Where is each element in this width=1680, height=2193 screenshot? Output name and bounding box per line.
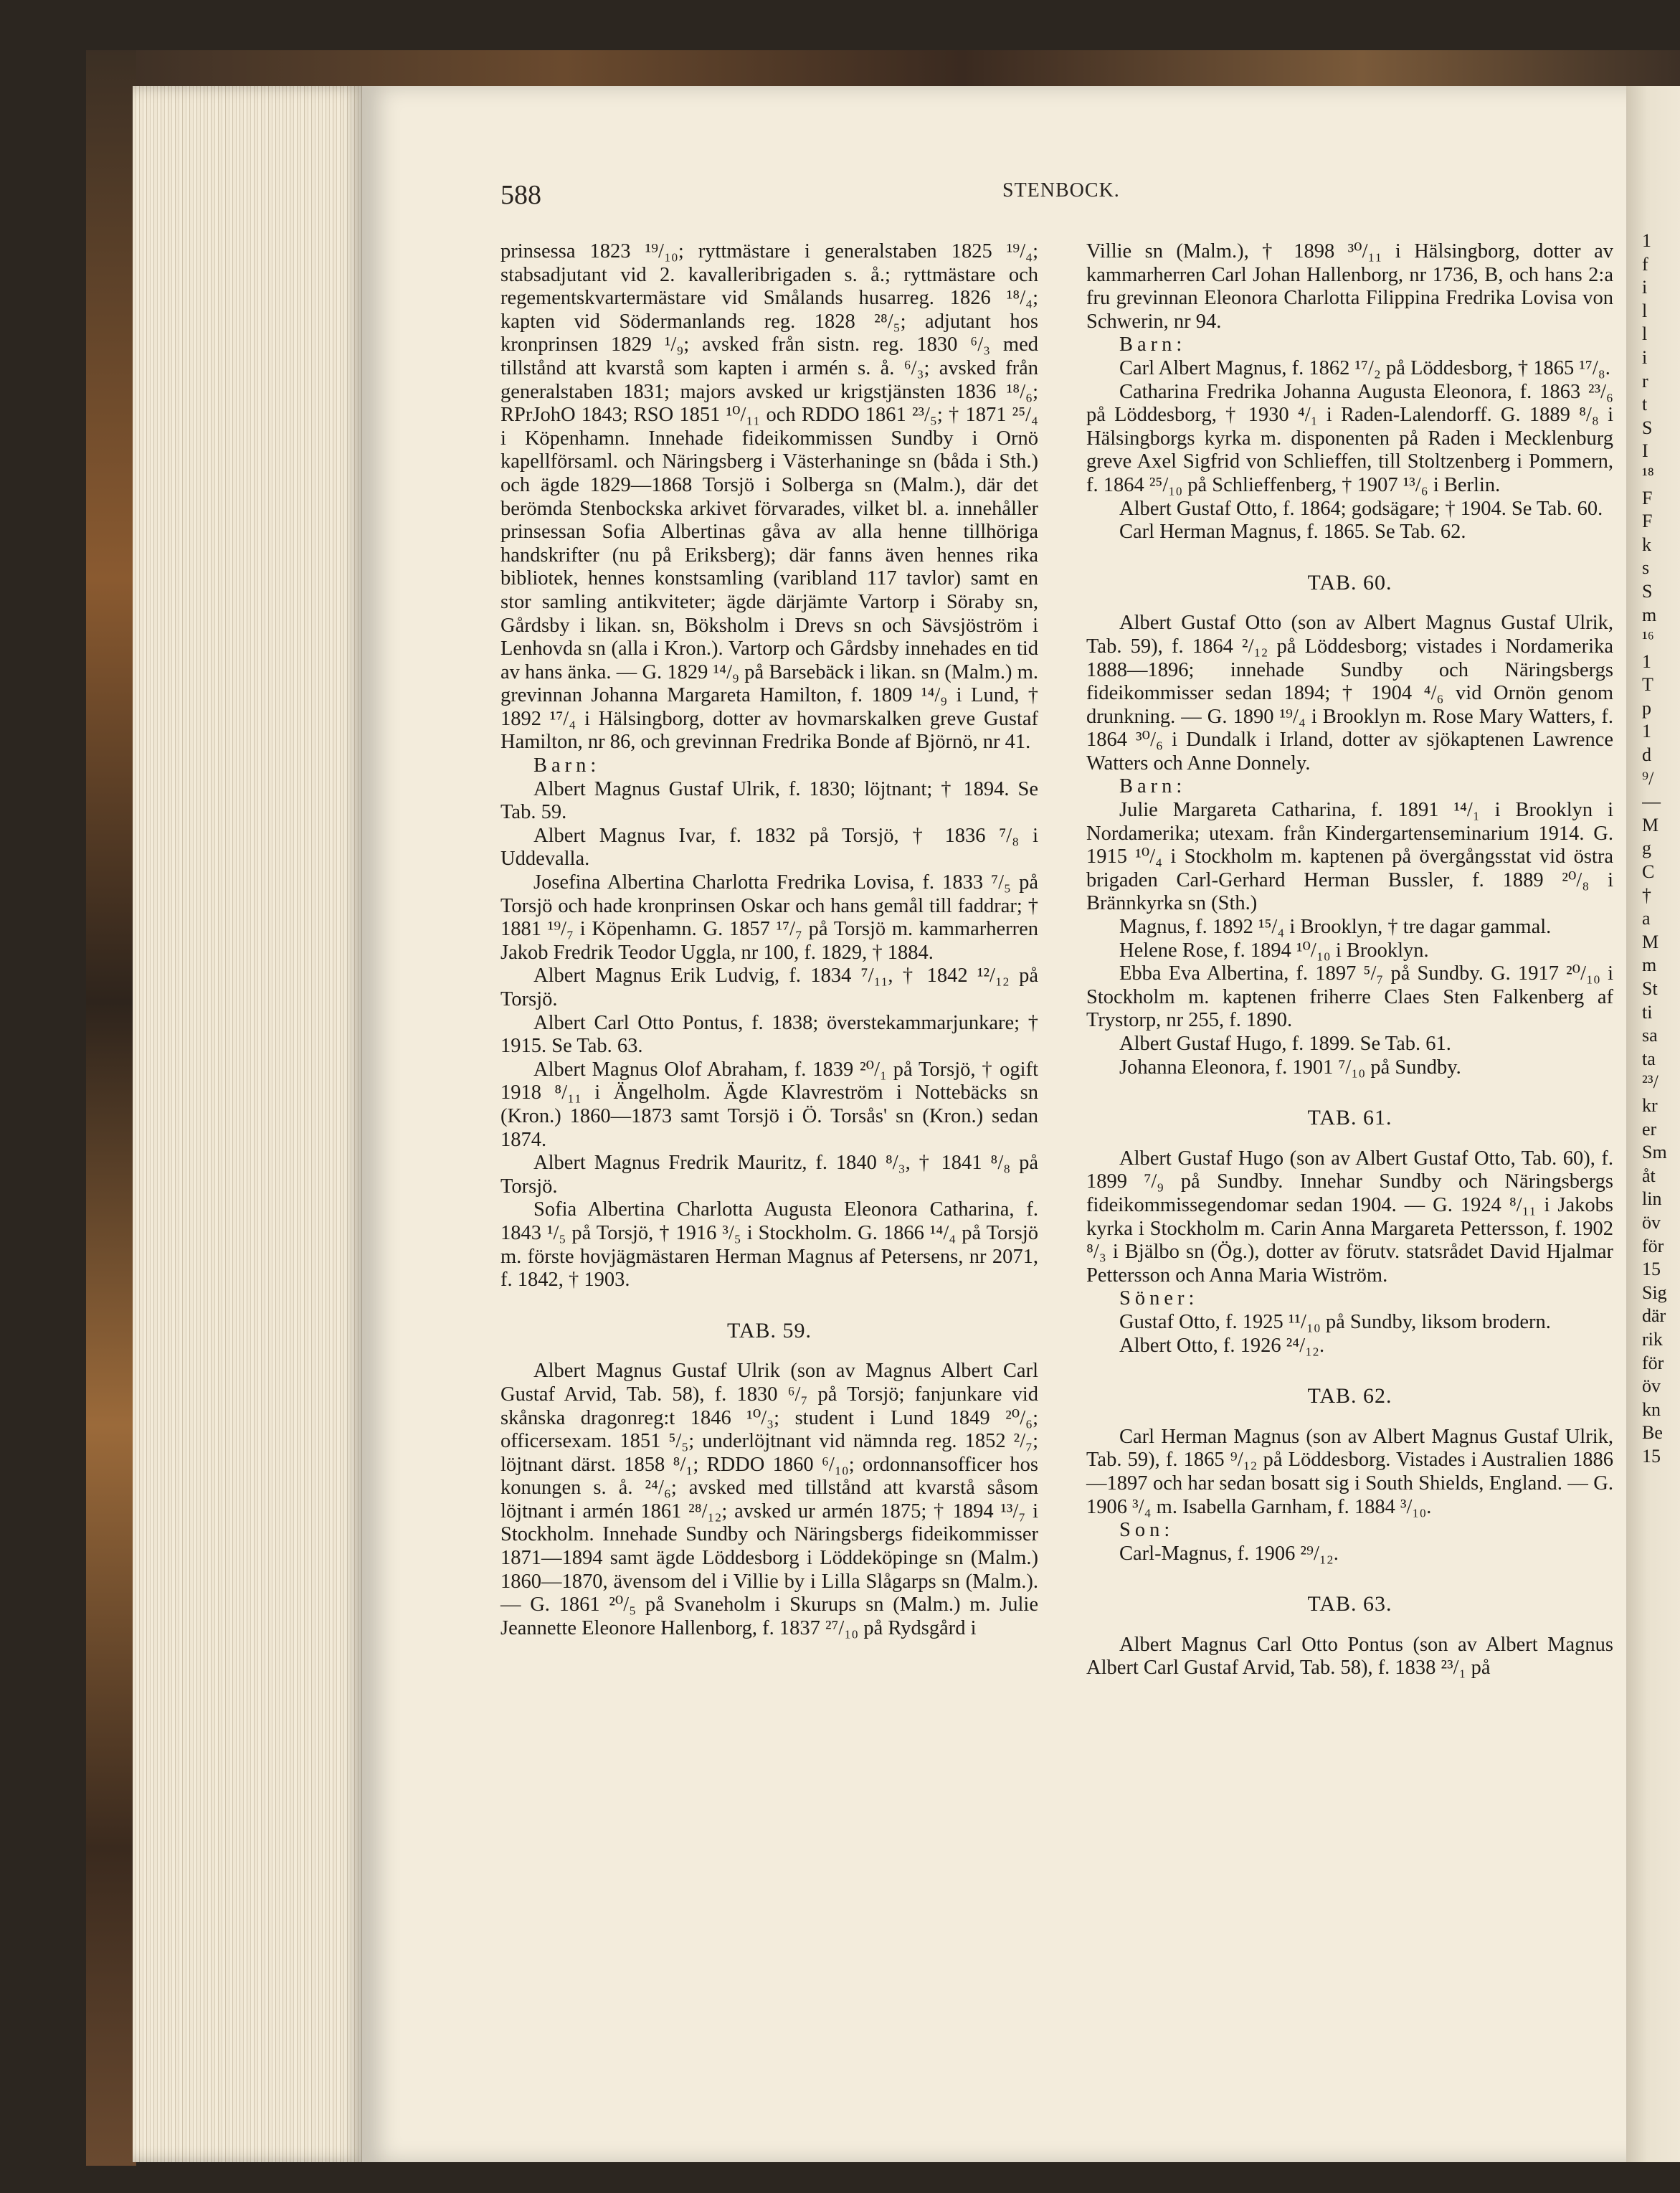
child-entry: Magnus, f. 1892 ¹⁵/₄ i Brooklyn, † tre dagar gammal. — [1119, 916, 1552, 939]
child-entry: Helene Rose, f. 1894 ¹⁰/₁₀ i Brooklyn. — [1119, 939, 1429, 962]
edge-fragment: kr — [1642, 1094, 1658, 1116]
child-entry: Albert Gustaf Hugo, f. 1899. Se Tab. 61. — [1119, 1033, 1451, 1055]
edge-fragment: 15 — [1642, 1445, 1661, 1467]
table-heading-59: TAB. 59. — [726, 1318, 812, 1342]
edge-fragment: lin — [1642, 1188, 1662, 1210]
page-number: 588 — [500, 180, 541, 210]
edge-fragment: M — [1642, 931, 1659, 952]
page-block-edges — [133, 86, 369, 2162]
child-entry: Gustaf Otto, f. 1925 ¹¹/₁₀ på Sundby, liksom brodern. — [1119, 1310, 1551, 1333]
child-entry: Julie Margareta Catharina, f. 1891 ¹⁴/₁ i Brooklyn i Nordamerika; utexam. från Kindergartenseminarium 1914. G. 1915 ¹⁰/₄ i Stockholm m. kaptenen på övergångsstat vid östra brigaden Carl-Gerhard Herman Bussler, f. 1889 ²⁰/₈ i Brännkyrka sn (Sth.) — [1086, 799, 1613, 915]
edge-fragment: M — [1642, 814, 1659, 835]
edge-fragment: där — [1642, 1305, 1666, 1327]
edge-fragment: l — [1642, 323, 1648, 345]
child-entry: Sofia Albertina Charlotta Augusta Eleonora Catharina, f. 1843 ¹/₅ på Torsjö, † 1916 ³/₅ i Stockholm. G. 1866 ¹⁴/₄ på Torsjö m. förste hovjägmästaren Herman Magnus af Petersens, nr 2071, f. 1842, † 1903. — [500, 1198, 1038, 1292]
edge-fragment: † — [1642, 884, 1651, 906]
facing-page-edge-text — [1642, 229, 1680, 2094]
edge-fragment: T — [1642, 674, 1653, 696]
edge-fragment: rik — [1642, 1328, 1663, 1350]
edge-fragment: ta — [1642, 1048, 1656, 1069]
entry-paragraph: Albert Magnus Gustaf Ulrik (son av Magnus Albert Carl Gustaf Arvid, Tab. 58), f. 1830 ⁶/₇ på Torsjö; fanjunkare vid skånska dragonreg:t 1846 ¹⁰/₃; student i Lund 1849 ²⁰/₆; officersexam. 1851 ⁵/₅; underlöjtnant vid nämnda reg. 1852 ²/₇; löjtnant därst. 1858 ⁸/₁; RDDO 1860 ⁶/₁₀; ordonnansofficer hos konungen s. å. ²⁴/₆; avsked med tillstånd att kvarstå såsom löjtnant i armén 1861 ²⁸/₁₂; avsked ur armén 1875; † 1894 ¹³/₇ i Stockholm. Innehade Sundby och Näringsbergs fideikommisser 1871—1894 samt ägde Löddesborg i Löddeköpinge sn (Malm.) 1860—1870, ävensom del i Villie by i Lilla Slågarps sn (Malm.). — G. 1861 ²⁰/₅ på Svaneholm i Skurups sn (Malm.) m. Julie Jeannette Eleonore Hallenborg, f. 1837 ²⁷/₁₀ på Rydsgård i — [500, 1360, 1038, 1639]
paragraph-continuation: Villie sn (Malm.), † 1898 ³⁰/₁₁ i Hälsingborg, dotter av kammarherren Carl Johan Hallenborg, nr 1736, B, och hans 2:a fru grevinnan Eleonora Charlotta Filippina Fredrika Lovisa von Schwerin, nr 94. — [1086, 240, 1613, 333]
edge-fragment: ²³/ — [1642, 1071, 1658, 1093]
left-column — [500, 240, 1038, 1640]
edge-fragment: sa — [1642, 1025, 1658, 1046]
edge-fragment: S — [1642, 417, 1653, 438]
edge-fragment: för — [1642, 1352, 1664, 1373]
child-entry: Carl Herman Magnus, f. 1865. Se Tab. 62. — [1119, 521, 1466, 544]
child-entry: Carl-Magnus, f. 1906 ²⁹/₁₂. — [1119, 1542, 1339, 1565]
section-label-barn: Barn: — [1119, 775, 1187, 798]
running-title: STENBOCK. — [1002, 179, 1120, 202]
edge-fragment: l — [1642, 300, 1648, 321]
edge-fragment: m — [1642, 604, 1657, 625]
edge-fragment: F — [1642, 487, 1653, 508]
edge-fragment: C — [1642, 861, 1655, 883]
table-heading-63: TAB. 63. — [1307, 1592, 1392, 1616]
edge-fragment: f — [1642, 253, 1648, 275]
edge-fragment: k — [1642, 534, 1651, 555]
child-entry: Albert Gustaf Otto, f. 1864; godsägare; † 1904. Se Tab. 60. — [1119, 497, 1603, 520]
edge-fragment: åt — [1642, 1165, 1656, 1186]
edge-fragment: d — [1642, 744, 1651, 766]
child-entry: Carl Albert Magnus, f. 1862 ¹⁷/₂ på Löddesborg, † 1865 ¹⁷/₈. — [1119, 356, 1610, 379]
edge-fragment: St — [1642, 978, 1658, 999]
edge-fragment: 1 — [1642, 721, 1651, 742]
edge-fragment: m — [1642, 955, 1657, 976]
edge-fragment: i — [1642, 277, 1648, 298]
child-entry: Albert Otto, f. 1926 ²⁴/₁₂. — [1119, 1334, 1325, 1357]
right-column — [1086, 240, 1613, 1680]
entry-paragraph: Albert Magnus Carl Otto Pontus (son av Albert Magnus Albert Carl Gustaf Arvid, Tab. 58), f. 1838 ²³/₁ på — [1086, 1633, 1613, 1680]
edge-fragment: I — [1642, 440, 1648, 462]
edge-fragment: a — [1642, 908, 1651, 929]
paragraph-continuation: prinsessa 1823 ¹⁹/₁₀; ryttmästare i generalstaben 1825 ¹⁹/₄; stabsadjutant vid 2. kavalleribrigaden s. å.; ryttmästare och regementskvartermästare vid Smålands husarreg. 1826 ¹⁸/₄; kapten vid Södermanlands reg. 1828 ²⁸/₅; adjutant hos kronprinsen 1829 ¹/₉; avsked från sistn. reg. 1830 ⁶/₃ med tillstånd att kvarstå som kapten i armén s. å. ⁶/₃; avsked från generalstaben 1831; majors avsked ur krigstjänsten 1836 ¹⁸/₆; RPrJohO 1843; RSO 1851 ¹⁰/₁₁ och RDDO 1861 ²³/₅; † 1871 ²⁵/₄ i Köpenhamn. Innehade fideikommissen Sundby i Ornö kapellförsaml. och Näringsberg i Västerhaninge sn (båda i Sth.) och ägde 1829—1868 Torsjö i Solberga sn (Malm.), där det berömda Stenbockska arkivet förvarades, vilket bl. a. innehåller prinsessan Sofia Albertinas gåva av alla henne tillhöriga handskrifter (nu på Eriksberg); där fanns även hennes rika bibliotek, hennes konstsamling (varibland 117 tavlor) samt en stor samling antikviteter; ägde därjämte Vartorp i Söraby sn, Gårdsby i likan. sn, Böksholm i Drevs sn och Sävsjöström i Lenhovda sn (alla i Kron.). Vartorp och Gårdsby innehades en tid av hans änka. — G. 1829 ¹⁴/₉ på Barsebäck i likan. sn (Malm.) m. grevinnan Johanna Margareta Hamilton, f. 1809 ¹⁴/₉ i Lund, † 1892 ¹⁷/₄ i Hälsingborg, dotter av hovmarskalken greve Gustaf Hamilton, nr 86, och grevinnan Fredrika Bonde af Björnö, nr 41. — [500, 240, 1038, 754]
child-entry: Albert Magnus Olof Abraham, f. 1839 ²⁰/₁ på Torsjö, † ogift 1918 ⁸/₁₁ i Ängelholm. Ägde Klavreström i Nottebäcks sn (Kron.) 1860—1873 samt Torsjö i Ö. Torsås' sn (Kron.) sedan 1874. — [500, 1058, 1038, 1151]
edge-fragment: ¹⁸ — [1642, 463, 1654, 485]
edge-fragment: 15 — [1642, 1259, 1661, 1280]
child-entry: Albert Carl Otto Pontus, f. 1838; överstekammarjunkare; † 1915. Se Tab. 63. — [500, 1011, 1038, 1058]
child-entry: Johanna Eleonora, f. 1901 ⁷/₁₀ på Sundby. — [1119, 1056, 1461, 1079]
edge-fragment: S — [1642, 580, 1653, 602]
edge-fragment: s — [1642, 557, 1650, 579]
edge-fragment: ⁹/ — [1642, 767, 1654, 789]
edge-fragment: för — [1642, 1235, 1664, 1256]
child-entry: Catharina Fredrika Johanna Augusta Eleonora, f. 1863 ²³/₆ på Löddesborg, † 1930 ⁴/₁ i Raden-Lalendorff. G. 1889 ⁸/₈ i Hälsingborgs kyrka m. disponenten på Raden i Mecklenburg greve Axel Sigfrid von Schlieffen, till Stoltzenberg i Pommern, f. 1864 ²⁵/₁₀ på Schlieffenberg, † 1907 ¹³/₆ i Berlin. — [1086, 380, 1613, 496]
edge-fragment: i — [1642, 346, 1648, 368]
table-heading-62: TAB. 62. — [1307, 1384, 1392, 1408]
edge-fragment: kn — [1642, 1398, 1661, 1420]
edge-fragment: g — [1642, 838, 1651, 859]
edge-fragment: — — [1642, 791, 1661, 813]
child-entry: Albert Magnus Erik Ludvig, f. 1834 ⁷/₁₁, † 1842 ¹²/₁₂ på Torsjö. — [500, 965, 1038, 1010]
edge-fragment: öv — [1642, 1211, 1661, 1233]
edge-fragment: Sig — [1642, 1282, 1667, 1303]
table-heading-61: TAB. 61. — [1307, 1106, 1392, 1130]
edge-fragment: ¹⁶ — [1642, 627, 1654, 649]
edge-fragment: 1 — [1642, 650, 1651, 672]
edge-fragment: Be — [1642, 1422, 1663, 1444]
edge-fragment: öv — [1642, 1375, 1661, 1397]
section-label-barn: Barn: — [1119, 333, 1187, 356]
child-entry: Albert Magnus Ivar, f. 1832 på Torsjö, † 1836 ⁷/₈ i Uddevalla. — [500, 824, 1038, 871]
child-entry: Albert Magnus Fredrik Mauritz, f. 1840 ⁸/₃, † 1841 ⁸/₈ på Torsjö. — [500, 1152, 1038, 1198]
section-label-soner: Söner: — [1119, 1287, 1199, 1310]
entry-paragraph: Albert Gustaf Hugo (son av Albert Gustaf Otto, Tab. 60), f. 1899 ⁷/₉ på Sundby. Innehar Sundby och Näringsbergs fideikommissegendomar sedan 1904. — G. 1924 ⁸/₁₁ i Jakobs kyrka i Stockholm m. Carin Anna Margareta Pettersson, f. 1902 ⁸/₃ i Bjälbo sn (Ög.), dotter av förutv. statsrådet David Hjalmar Pettersson och Anna Maria Wiström. — [1086, 1147, 1613, 1287]
edge-fragment: er — [1642, 1118, 1657, 1140]
section-label-barn: Barn: — [533, 754, 601, 777]
edge-fragment: ti — [1642, 1001, 1653, 1023]
child-entry: Albert Magnus Gustaf Ulrik, f. 1830; löjtnant; † 1894. Se Tab. 59. — [500, 777, 1038, 824]
entry-paragraph: Albert Gustaf Otto (son av Albert Magnus Gustaf Ulrik, Tab. 59), f. 1864 ²/₁₂ på Löddesborg; vistades i Nordamerika 1888—1896; innehade Sundby och Näringsbergs fideikommisser sedan 1894; † 1904 ⁴/₆ vid Ornön genom drunkning. — G. 1890 ¹⁹/₄ i Brooklyn m. Rose Mary Watters, f. 1864 ³⁰/₆ i Dundalk i Irland, dotter av sjökaptenen Lawrence Watters och Anne Donnely. — [1086, 612, 1613, 775]
edge-fragment: p — [1642, 697, 1651, 719]
table-heading-60: TAB. 60. — [1307, 570, 1392, 595]
child-entry: Josefina Albertina Charlotta Fredrika Lovisa, f. 1833 ⁷/₅ på Torsjö och hade kronprinsen Oskar och hans gemål till faddrar; † 1881 ¹⁹/₇ i Köpenhamn. G. 1857 ¹⁷/₇ på Torsjö m. kammarherren Jakob Fredrik Teodor Uggla, nr 100, f. 1829, † 1884. — [500, 871, 1038, 964]
entry-paragraph: Carl Herman Magnus (son av Albert Magnus Gustaf Ulrik, Tab. 59), f. 1865 ⁹/₁₂ på Löddesborg. Vistades i Australien 1886—1897 och har sedan bosatt sig i South Shields, England. — G. 1906 ³/₄ m. Isabella Garnham, f. 1884 ³/₁₀. — [1086, 1425, 1613, 1518]
edge-fragment: r — [1642, 370, 1648, 392]
book-cover-spine — [86, 50, 136, 2166]
child-entry: Ebba Eva Albertina, f. 1897 ⁵/₇ på Sundby. G. 1917 ²⁰/₁₀ i Stockholm m. kaptenen friherre Claes Sten Falkenberg af Trystorp, nr 255, f. 1890. — [1086, 962, 1613, 1032]
edge-fragment: Sm — [1642, 1142, 1667, 1163]
edge-fragment: 1 — [1642, 230, 1651, 251]
edge-fragment: t — [1642, 394, 1648, 415]
section-label-son: Son: — [1119, 1519, 1174, 1542]
edge-fragment: F — [1642, 511, 1653, 532]
